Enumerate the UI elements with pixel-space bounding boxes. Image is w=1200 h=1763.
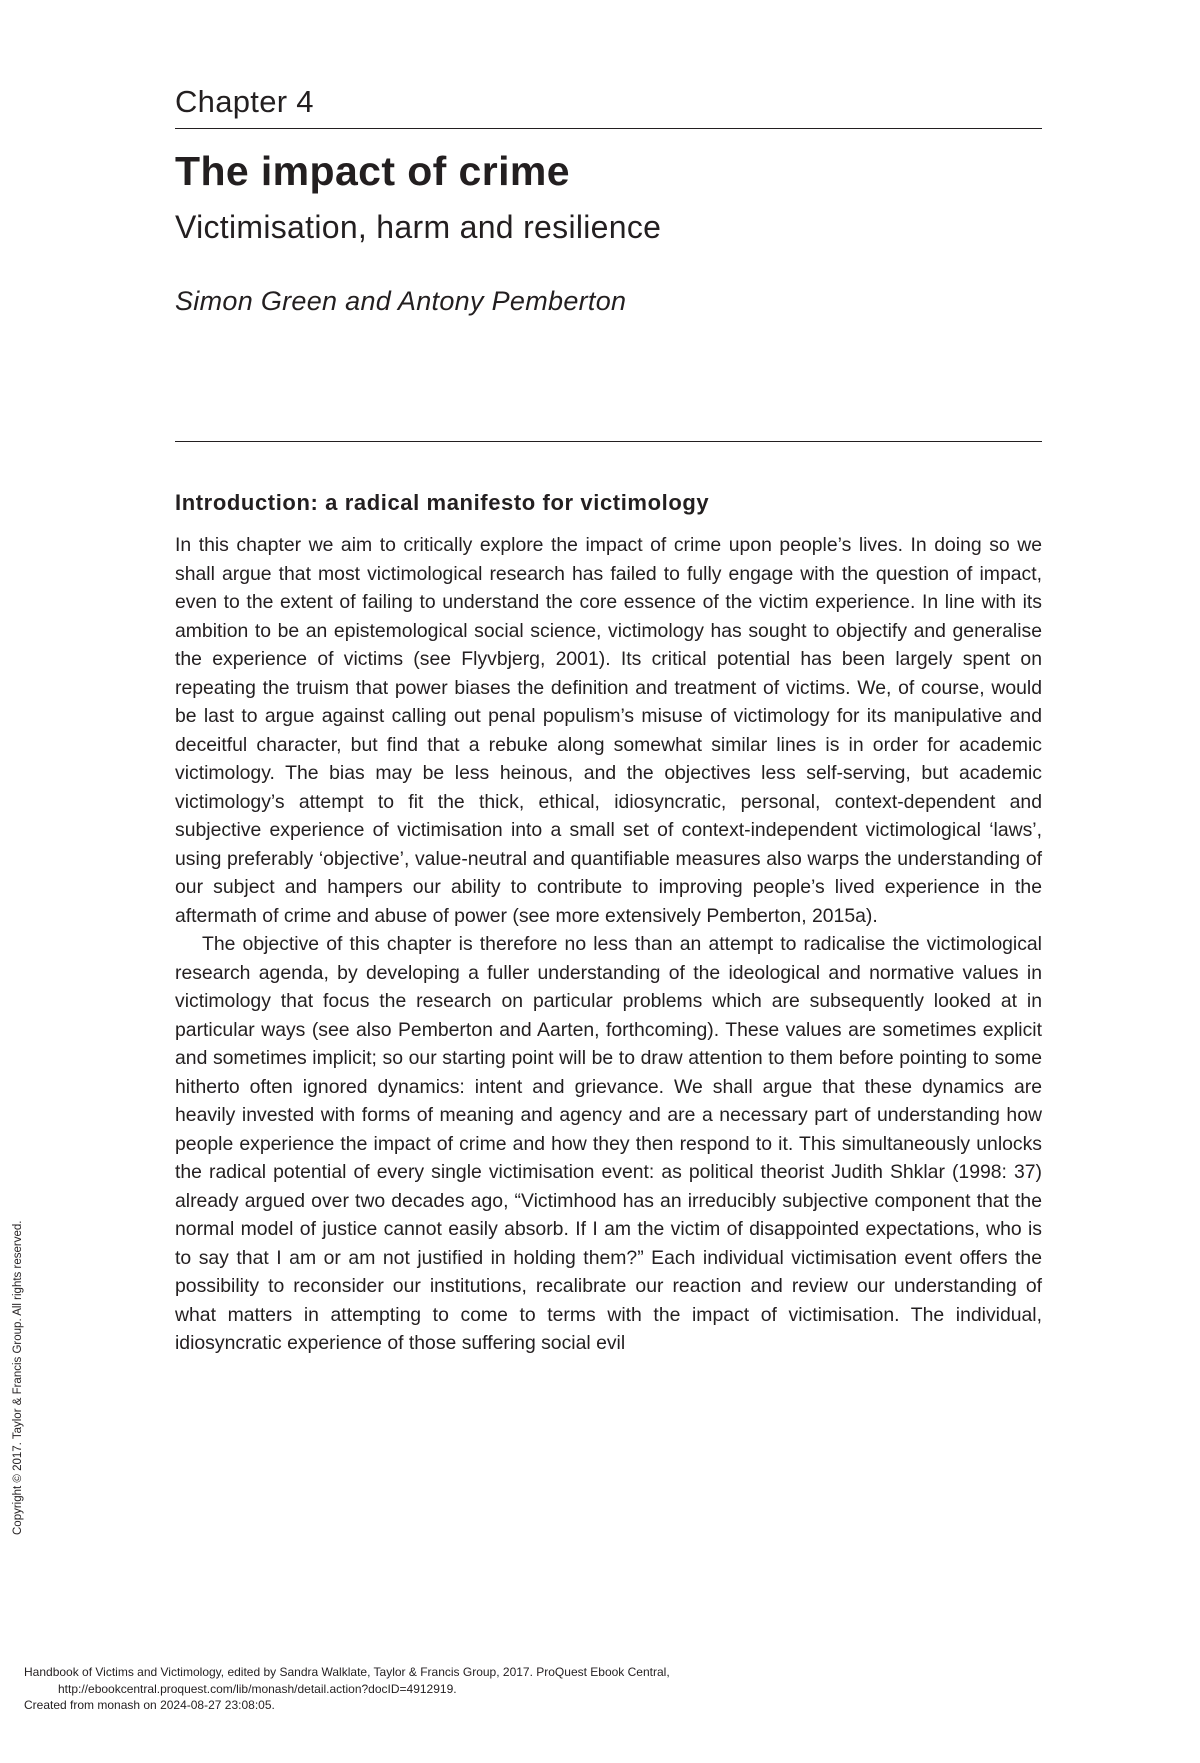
chapter-header-rule (175, 128, 1042, 129)
footer-citation (24, 1664, 670, 1714)
citation-url: http://ebookcentral.proquest.com/lib/monash/detail.action?docID=4912919. (58, 1681, 457, 1696)
section-heading: Introduction: a radical manifesto for victimology (175, 490, 710, 515)
chapter-opener-rule (175, 441, 1042, 442)
paragraph-2: The objective of this chapter is therefore no less than an attempt to radicalise the victimological research agenda, by developing a fuller understanding of the ideological and normative values in victimology that focus the research on particular problems which are subsequently looked at in particular ways (see also Pemberton and Aarten, forthcoming). These values are sometimes explicit and sometimes implicit; so our starting point will be to draw attention to them before pointing to some hitherto often ignored dynamics: intent and grievance. We shall argue that these dynamics are heavily invested with forms of meaning and agency and are a necessary part of understanding how people experience the impact of crime and how they then respond to it. This simultaneously unlocks the radical potential of every single victimisation event: as political theorist Judith Shklar (1998: 37) already argued over two decades ago, “Victimhood has an irreducibly subjective component that the normal model of justice cannot easily absorb. If I am the victim of disappointed expectations, who is to say that I am or am not justified in holding them?” Each individual victimisation event offers the possibility to reconsider our institutions, recalibrate our reaction and review our understanding of what matters in attempting to come to terms with the impact of victimisation. The individual, idiosyncratic experience of those suffering social evil (175, 933, 1042, 1354)
chapter-label: Chapter 4 (175, 84, 314, 119)
chapter-title: The impact of crime (175, 148, 570, 194)
paragraph-1: In this chapter we aim to critically explore the impact of crime upon people’s lives. In doing so we shall argue that most victimological research has failed to fully engage with the question of impact, even to the extent of failing to understand the core essence of the victim experience. In line with its ambition to be an epistemological social science, victimology has sought to objectify and generalise the experience of victims (see Flyvbjerg, 2001). Its critical potential has been largely spent on repeating the truism that power biases the definition and treatment of victims. We, of course, would be last to argue against calling out penal populism’s misuse of victimology for its manipulative and deceitful character, but find that a rebuke along somewhat similar lines is in order for academic victimology. The bias may be less heinous, and the objectives less self-serving, but academic victimology’s attempt to fit the thick, ethical, idiosyncratic, personal, context-dependent and subjective experience of victimisation into a small set of context-independent victimological ‘laws’, using preferably ‘objective’, value-neutral and quantifiable measures also warps the understanding of our subject and hampers our ability to contribute to improving people’s lived experience in the aftermath of crime and abuse of power (see more extensively Pemberton, 2015a). (175, 534, 1042, 927)
copyright-margin-note: Copyright © 2017. Taylor & Francis Group. All rights reserved. (12, 1220, 24, 1535)
citation-line: Handbook of Victims and Victimology, edited by Sandra Walklate, Taylor & Francis Group, 2017. ProQuest Ebook Central, (24, 1665, 670, 1679)
created-line: Created from monash on 2024-08-27 23:08:05. (24, 1698, 275, 1712)
chapter-subtitle: Victimisation, harm and resilience (175, 209, 662, 245)
chapter-authors: Simon Green and Antony Pemberton (175, 286, 627, 316)
body-text (175, 531, 1042, 1358)
